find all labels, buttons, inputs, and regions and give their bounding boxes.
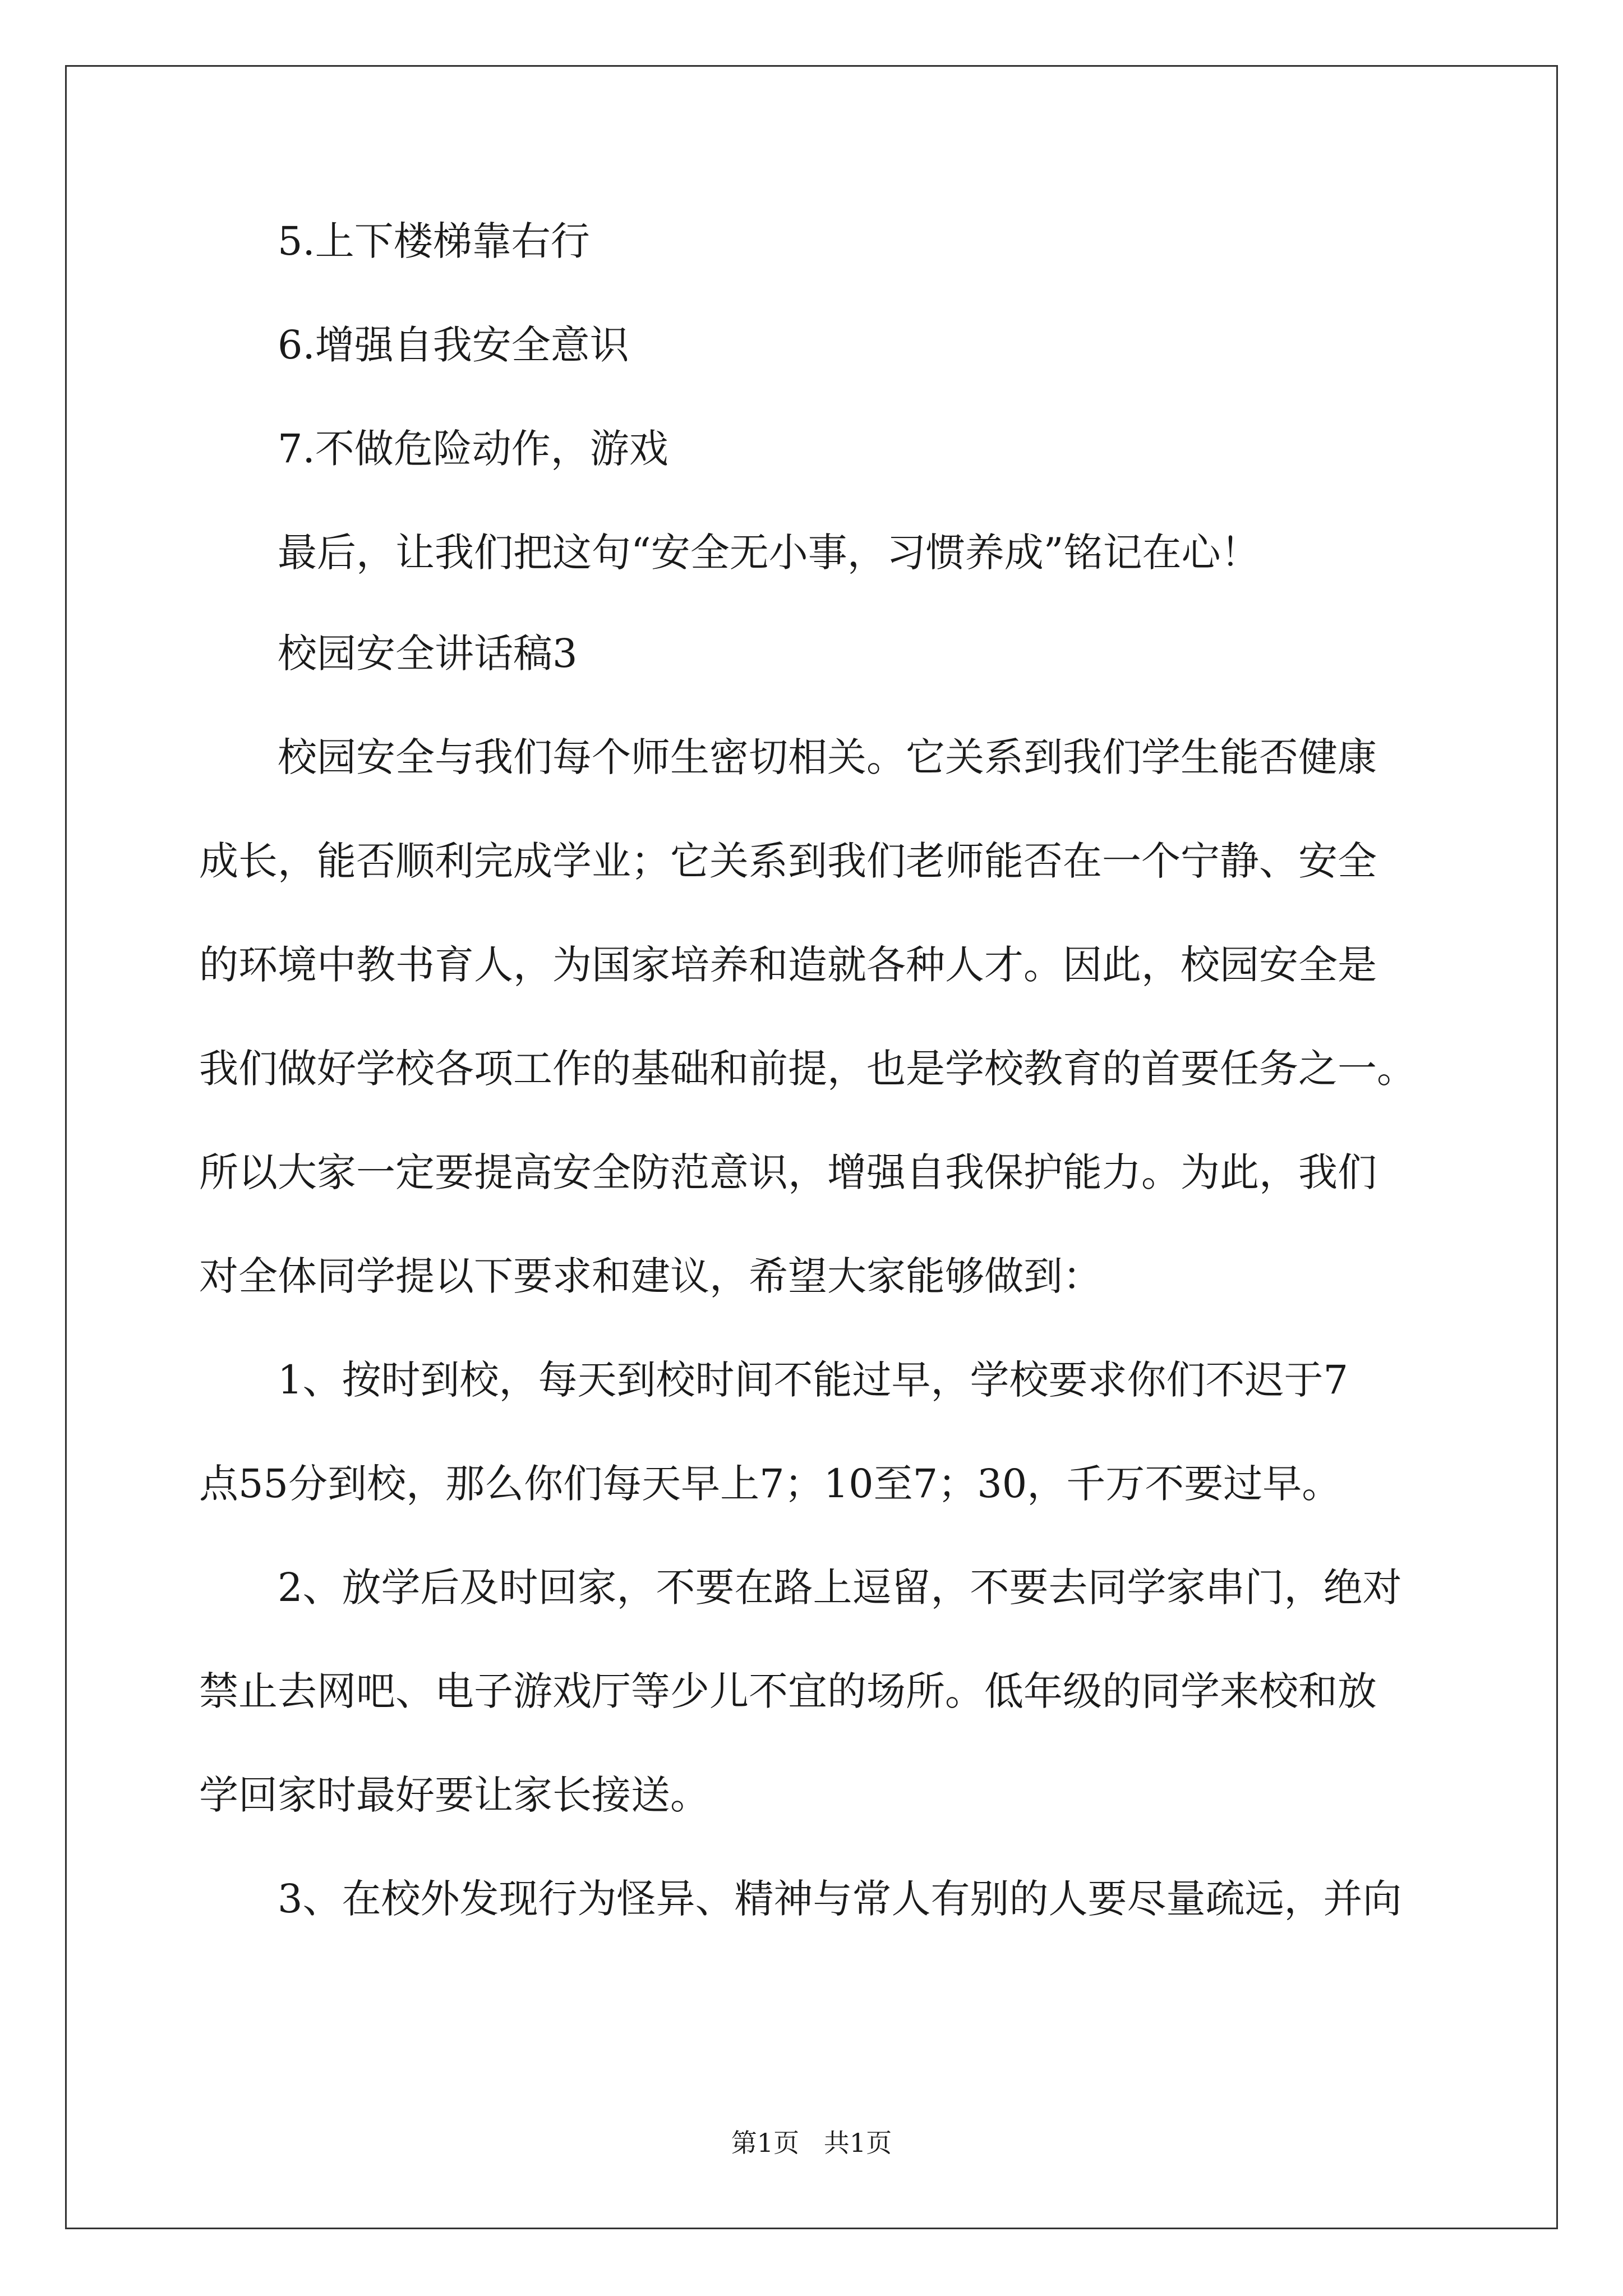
text-line: 学回家时最好要让家长接送。 (199, 1772, 709, 1818)
text-line: 6.增强自我安全意识 (278, 322, 629, 368)
text-line: 我们做好学校各项工作的基础和前提，也是学校教育的首要任务之一。 (199, 1046, 1416, 1092)
text-line: 1、按时到校，每天到校时间不能过早，学校要求你们不迟于7 (278, 1357, 1349, 1403)
text-line: 2、放学后及时回家，不要在路上逗留，不要去同学家串门，绝对 (278, 1565, 1402, 1611)
text-line: 5.上下楼梯靠右行 (278, 218, 590, 264)
page-footer: 第1页 共1页 (731, 2128, 892, 2158)
text-line: 校园安全与我们每个师生密切相关。它关系到我们学生能否健康 (278, 734, 1377, 780)
text-line: 的环境中教书育人，为国家培养和造就各种人才。因此，校园安全是 (199, 942, 1377, 988)
text-line: 3、在校外发现行为怪异、精神与常人有别的人要尽量疏远，并向 (278, 1876, 1402, 1922)
text-line: 禁止去网吧、电子游戏厅等少儿不宜的场所。低年级的同学来校和放 (199, 1668, 1377, 1714)
text-line: 对全体同学提以下要求和建议，希望大家能够做到： (199, 1253, 1102, 1299)
text-line: 点55分到校，那么你们每天早上7；10至7；30，千万不要过早。 (199, 1461, 1341, 1507)
text-line: 最后，让我们把这句“安全无小事，习惯养成”铭记在心！ (278, 530, 1260, 576)
section-title: 校园安全讲话稿3 (278, 631, 578, 677)
text-line: 7.不做危险动作，游戏 (278, 426, 668, 472)
text-line: 所以大家一定要提高安全防范意识，增强自我保护能力。为此，我们 (199, 1149, 1377, 1195)
text-line: 成长，能否顺利完成学业；它关系到我们老师能否在一个宁静、安全 (199, 838, 1377, 884)
